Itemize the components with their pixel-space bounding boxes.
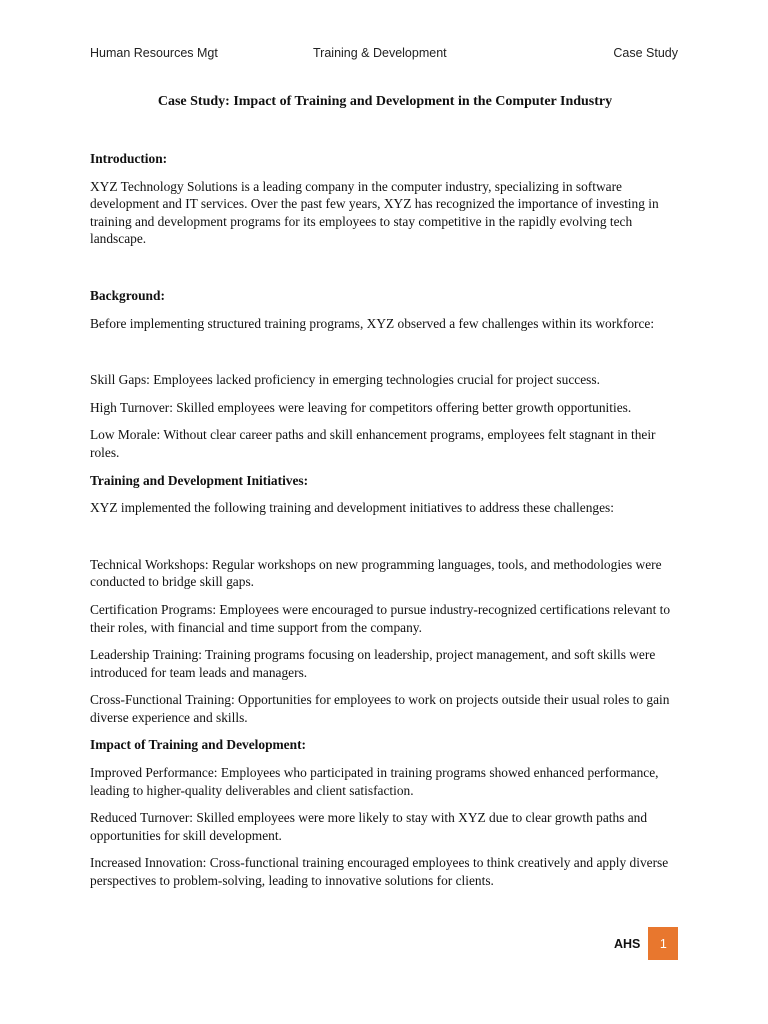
page-number-badge: 1 [648, 927, 678, 960]
background-heading: Background: [90, 287, 165, 303]
background-item-low-morale: Low Morale: Without clear career paths and skill enhancement programs, employees felt stagnant in their roles. [90, 427, 656, 460]
impact-item-reduced-turnover: Reduced Turnover: Skilled employees were more likely to stay with XYZ due to clear growth paths and opportunities for skill development. [90, 810, 648, 843]
introduction-heading: Introduction: [90, 151, 168, 166]
impact-heading: Impact of Training and Development: [90, 737, 306, 753]
header-right: Case Study [613, 46, 678, 60]
introduction-paragraph: XYZ Technology Solutions is a leading company in the computer industry, specializing in software development and IT services. Over the past few years, XYZ has recognized the importance of investing in training and development programs for its employees to stay competitive in the rapidly evolving tech landscape. [90, 178, 659, 247]
header-left: Human Resources Mgt [90, 46, 218, 60]
background-item-high-turnover: High Turnover: Skilled employees were leaving for competitors offering better growth opportunities. [90, 399, 632, 415]
footer-label: AHS [614, 936, 641, 951]
page-header [90, 46, 678, 64]
document-title: Case Study: Impact of Training and Development in the Computer Industry [157, 94, 613, 109]
background-paragraph: Before implementing structured training programs, XYZ observed a few challenges within its workforce: [90, 315, 655, 331]
initiatives-paragraph: XYZ implemented the following training and development initiatives to address these challenges: [90, 500, 614, 516]
header-center: Training & Development [313, 46, 447, 60]
initiative-item-leadership-training: Leadership Training: Training programs focusing on leadership, project management, and soft skills were introduced for team leads and managers. [90, 647, 656, 680]
impact-item-improved-performance: Improved Performance: Employees who participated in training programs showed enhanced performance, leading to higher-quality deliverables and client satisfaction. [90, 765, 659, 798]
background-item-skill-gaps: Skill Gaps: Employees lacked proficiency in emerging technologies crucial for project success. [90, 372, 600, 388]
initiatives-heading: Training and Development Initiatives: [90, 472, 309, 488]
impact-item-increased-innovation: Increased Innovation: Cross-functional training encouraged employees to think creatively and apply diverse perspectives to problem-solving, leading to innovative solutions for clients. [90, 855, 669, 889]
page-footer [614, 927, 678, 960]
initiative-item-cross-functional: Cross-Functional Training: Opportunities for employees to work on projects outside their usual roles to gain diverse experience and skills. [90, 692, 670, 725]
initiative-item-certification-programs: Certification Programs: Employees were encouraged to pursue industry-recognized certifications relevant to their roles, with financial and time support from the company. [90, 601, 671, 635]
initiative-item-technical-workshops: Technical Workshops: Regular workshops on new programming languages, tools, and methodologies were conducted to bridge skill gaps. [90, 556, 662, 590]
document-body [90, 93, 680, 890]
